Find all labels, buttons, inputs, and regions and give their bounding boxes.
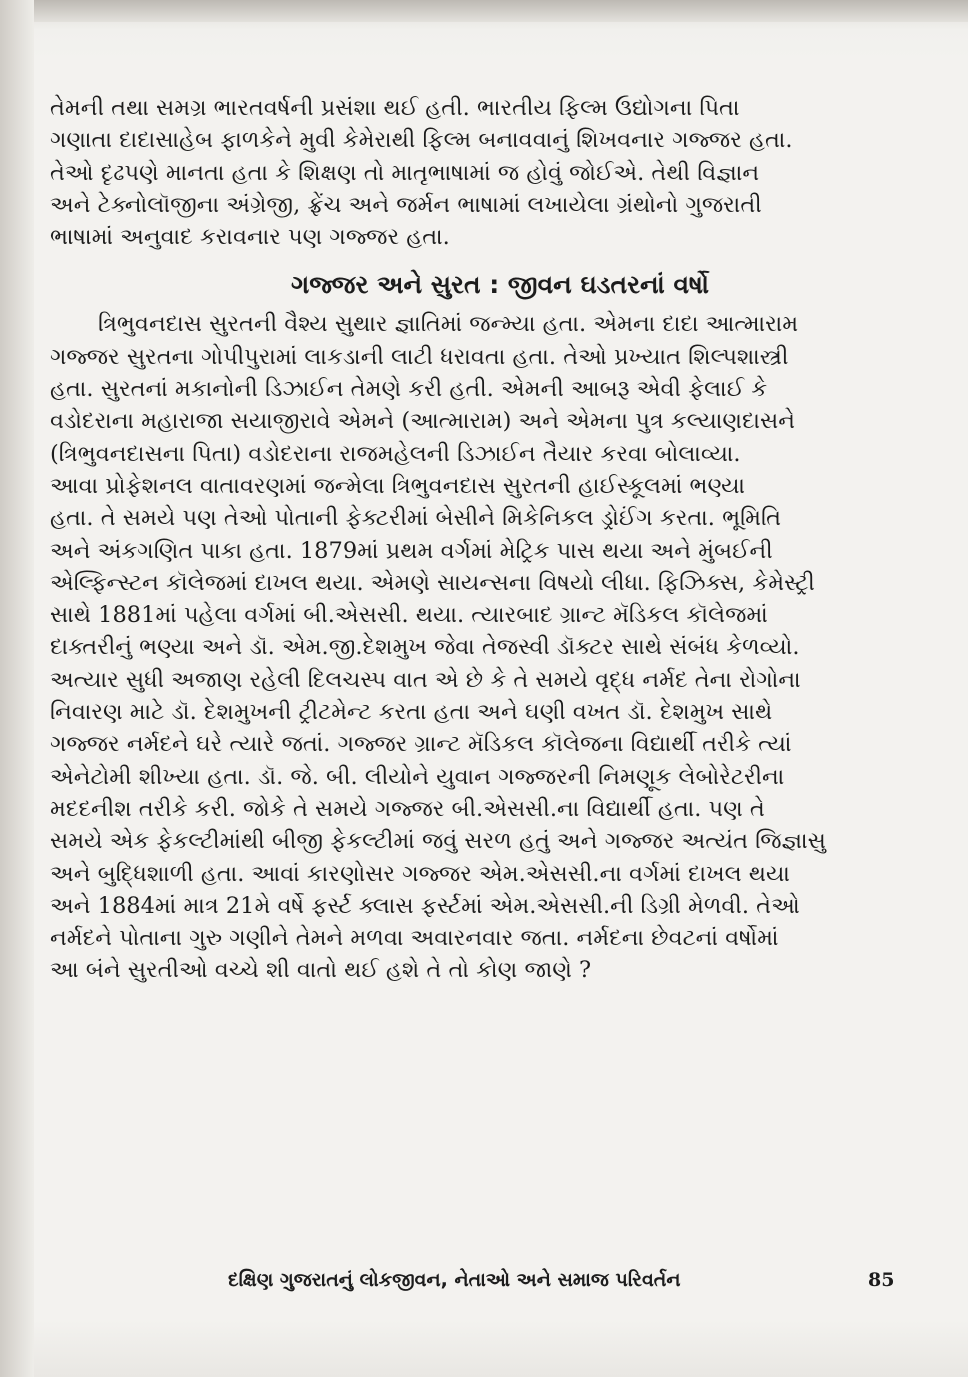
text-line: ભાષામાં અનુવાદ કરાવનાર પણ ગજ્જર હતા.: [50, 224, 450, 251]
running-footer-title: દક્ષિણ ગુજરાતનું લોકજીવન, નેતાઓ અને સમાજ પરિવર્તન: [228, 1269, 681, 1291]
page-body: [50, 92, 910, 987]
text-line: ગણાતા દાદાસાહેબ ફાળકેને મુવી કેમેરાથી ફિલ્મ બનાવવાનું શિખવનાર ગજ્જર હતા.: [50, 127, 793, 154]
text-line: એનેટોમી શીખ્યા હતા. ડૉ. જે. બી. લીયોને યુવાન ગજ્જરની નિમણૂક લેબોરેટરીના: [50, 763, 785, 790]
text-line: અત્યાર સુધી અજાણ રહેલી દિલચસ્પ વાત એ છે કે તે સમયે વૃદ્ધ નર્મદ તેના રોગોના: [50, 666, 801, 693]
text-line-indented: ત્રિભુવનદાસ સુરતની વૈશ્ય સુથાર જ્ઞાતિમાં જન્મ્યા હતા. એમના દાદા આત્મારામ: [98, 311, 799, 338]
text-line: આ બંને સુરતીઓ વચ્ચે શી વાતો થઈ હશે તે તો કોણ જાણે ?: [50, 957, 592, 984]
text-line: અને અંકગણિત પાકા હતા. 1879માં પ્રથમ વર્ગમાં મેટ્રિક પાસ થયા અને મુંબઈની: [50, 537, 773, 564]
section-heading: ગજ્જર અને સુરત : જીવન ઘડતરનાં વર્ષો: [290, 270, 710, 300]
text-line: અને 1884માં માત્ર 21મે વર્ષે ફર્સ્ટ ક્લાસ ફર્સ્ટમાં એમ.એસસી.ની ડિગ્રી મેળવી. તેઓ: [50, 892, 800, 919]
text-line: વડોદરાના મહારાજા સયાજીરાવે એમને (આત્મારામ) અને એમના પુત્ર કલ્યાણદાસને: [50, 408, 796, 435]
text-line: ગજ્જર સુરતના ગોપીપુરામાં લાકડાની લાટી ધરાવતા હતા. તેઓ પ્રખ્યાત શિલ્પશાસ્ત્રી: [50, 343, 789, 370]
text-line: હતા. તે સમયે પણ તેઓ પોતાની ફેક્ટરીમાં બેસીને મિકેનિકલ ડ્રોઈંગ કરતા. ભૂમિતિ: [50, 505, 782, 532]
page-number: 85: [868, 1269, 895, 1291]
text-line: આવા પ્રોફેશનલ વાતાવરણમાં જન્મેલા ત્રિભુવનદાસ સુરતની હાઈસ્કૂલમાં ભણ્યા: [50, 472, 746, 499]
text-line: સાથે 1881માં પહેલા વર્ગમાં બી.એસસી. થયા. ત્યારબાદ ગ્રાન્ટ મૅડિકલ કૉલેજમાં: [50, 602, 768, 629]
text-line: નર્મદને પોતાના ગુરુ ગણીને તેમને મળવા અવારનવાર જતા. નર્મદના છેવટનાં વર્ષોમાં: [50, 925, 779, 952]
text-line: નિવારણ માટે ડૉ. દેશમુખની ટ્રીટમેન્ટ કરતા હતા અને ઘણી વખત ડૉ. દેશમુખ સાથે: [50, 699, 773, 726]
text-line: સમયે એક ફેકલ્ટીમાંથી બીજી ફેકલ્ટીમાં જવું સરળ હતું અને ગજ્જર અત્યંત જિજ્ઞાસુ: [50, 828, 826, 855]
page-top-edge-shadow: [0, 0, 968, 22]
text-line: હતા. સુરતનાં મકાનોની ડિઝાઈન તેમણે કરી હતી. એમની આબરૂ એવી ફેલાઈ કે: [50, 376, 768, 403]
text-line: અને બુદ્ધિશાળી હતા. આવાં કારણોસર ગજ્જર એમ.એસસી.ના વર્ગમાં દાખલ થયા: [50, 860, 790, 887]
text-line: તેઓ દૃઢપણે માનતા હતા કે શિક્ષણ તો માતૃભાષામાં જ હોવું જોઈએ. તેથી વિજ્ઞાન: [50, 159, 760, 186]
text-line: (ત્રિભુવનદાસના પિતા) વડોદરાના રાજમહેલની ડિઝાઈન તૈયાર કરવા બોલાવ્યા.: [50, 440, 741, 467]
text-line: એલ્ફિન્સ્ટન કૉલેજમાં દાખલ થયા. એમણે સાયન્સના વિષયો લીધા. ફિઝિક્સ, કેમેસ્ટ્રી: [50, 569, 815, 596]
text-line: ગજ્જર નર્મદને ઘરે ત્યારે જતાં. ગજ્જર ગ્રાન્ટ મૅડિકલ કૉલેજના વિદ્યાર્થી તરીકે ત્યાં: [50, 731, 792, 758]
text-line: અને ટેક્નોલૉજીના અંગ્રેજી, ફ્રેંચ અને જર્મન ભાષામાં લખાયેલા ગ્રંથોનો ગુજરાતી: [50, 191, 762, 218]
paragraph-2: [50, 308, 910, 986]
text-line: તેમની તથા સમગ્ર ભારતવર્ષની પ્રસંશા થઈ હતી. ભારતીય ફિલ્મ ઉદ્યોગના પિતા: [50, 95, 740, 121]
paragraph-1: [50, 92, 910, 253]
text-line: મદદનીશ તરીકે કરી. જોકે તે સમયે ગજ્જર બી.એસસી.ના વિદ્યાર્થી હતા. પણ તે: [50, 795, 765, 822]
text-line: દાક્તરીનું ભણ્યા અને ડૉ. એમ.જી.દેશમુખ જેવા તેજસ્વી ડૉક્ટર સાથે સંબંધ કેળવ્યો.: [50, 634, 800, 661]
page-footer: [0, 1264, 968, 1304]
page-binding-shadow: [0, 0, 34, 1377]
